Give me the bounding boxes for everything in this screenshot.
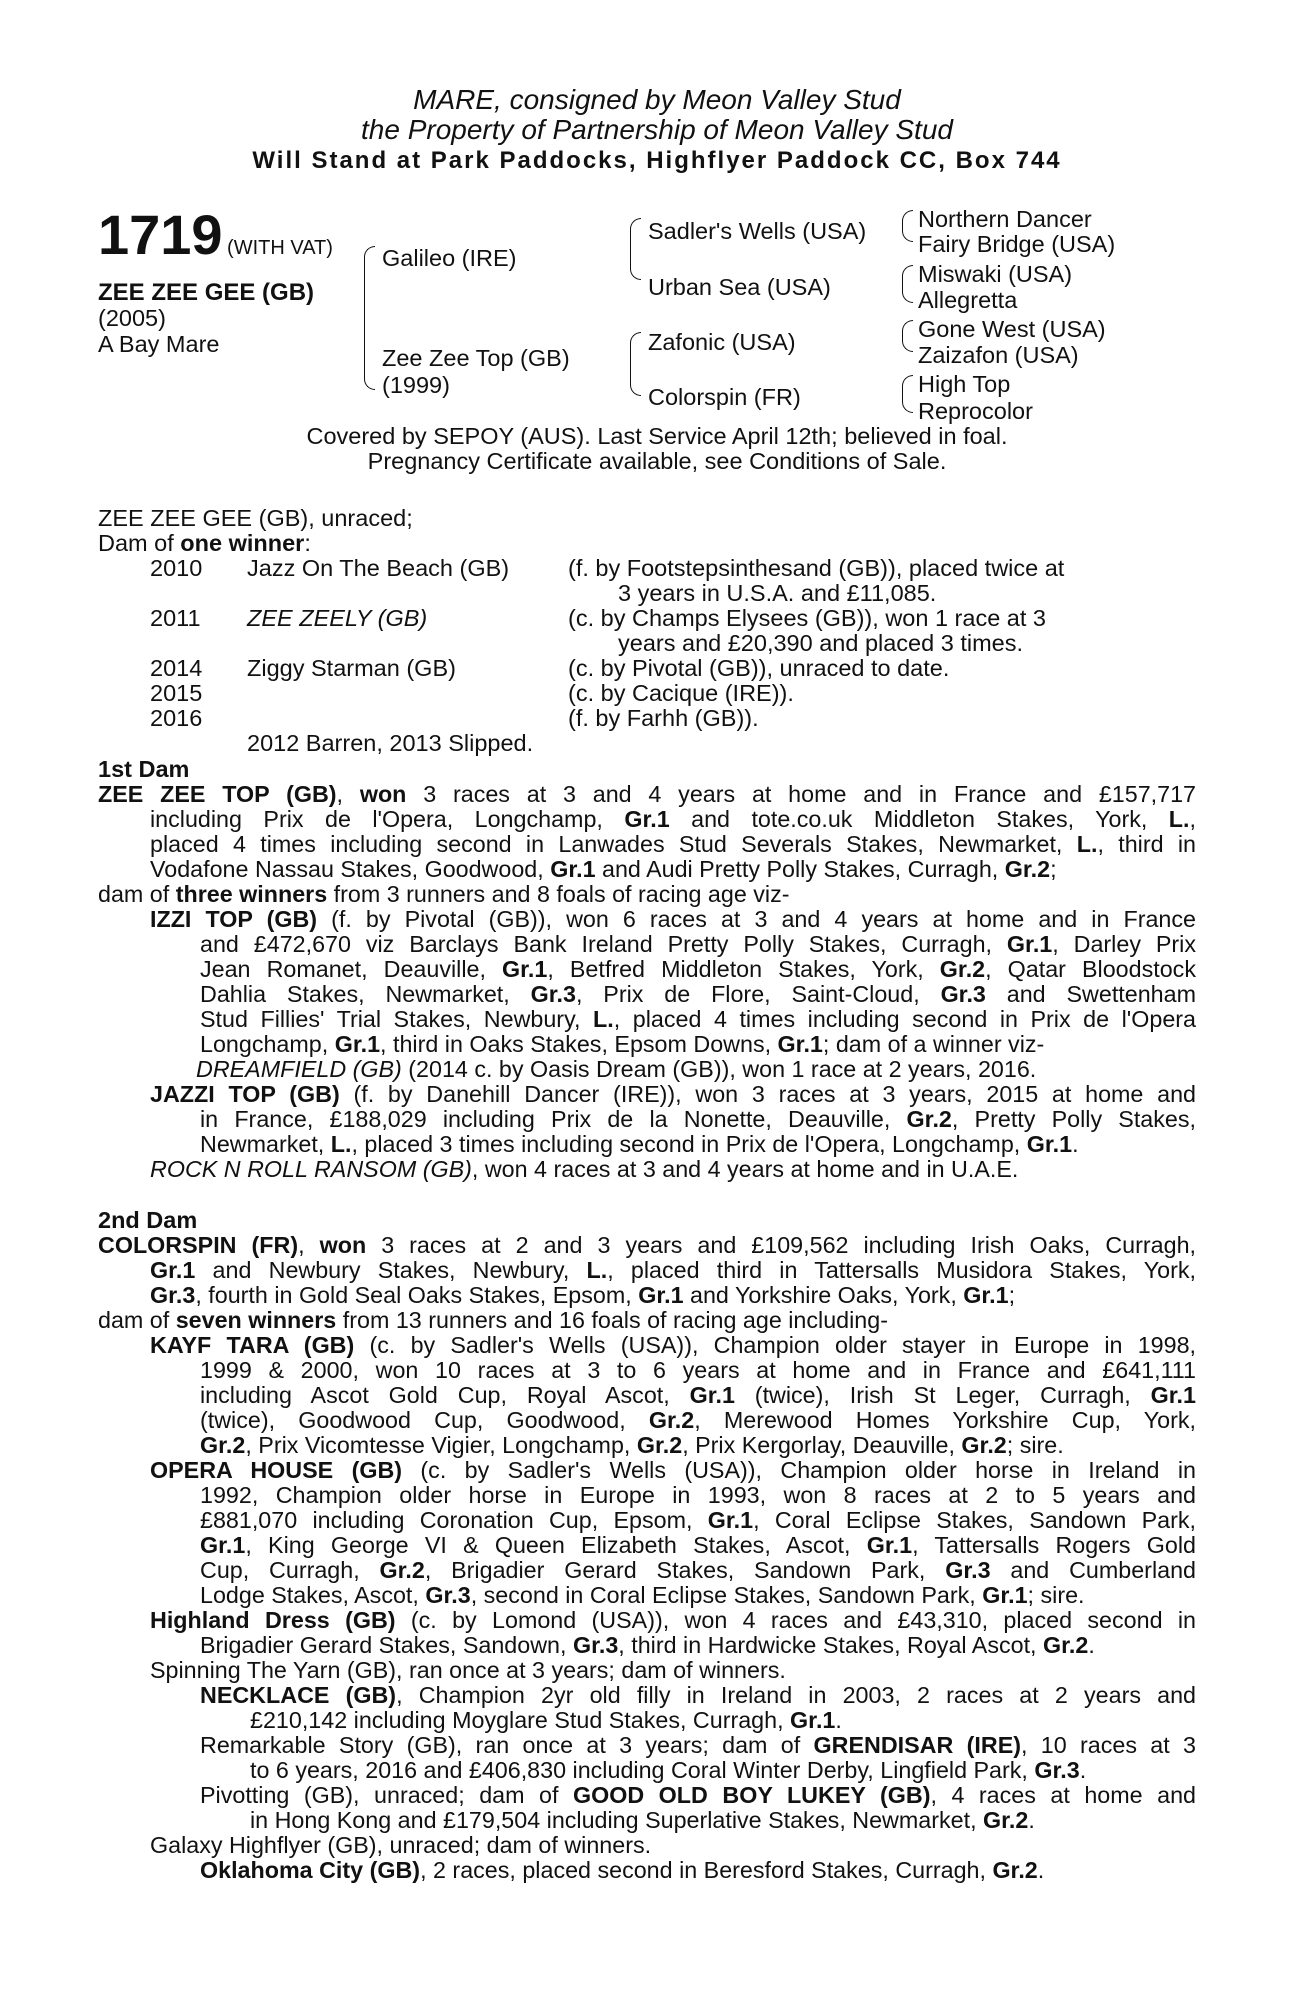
pedigree-dam-year: (1999) [382,372,450,398]
pedigree-ds: Zafonic (USA) [648,329,796,355]
pedigree-dss: Gone West (USA) [918,316,1106,342]
foal-entry: JAZZI TOP (GB) (f. by Danehill Dancer (IRE)), won 3 races at 3 years, 2015 at home and [150,1081,1197,1107]
produce-name: ZEE ZEELY (GB) [247,605,428,631]
pedigree-brace-ss [902,210,913,242]
pedigree-sds: Miswaki (USA) [918,261,1073,287]
foal-entry: Oklahoma City (GB), 2 races, placed second in Beresford Stakes, Curragh, Gr.2. [200,1857,1045,1883]
location-line: Will Stand at Park Paddocks, Highflyer Paddock CC, Box 744 [252,147,1062,174]
foal-entry-line: (twice), Goodwood Cup, Goodwood, Gr.2, Merewood Homes Yorkshire Cup, York, [200,1407,1196,1433]
foal-entry-line: in Hong Kong and £179,504 including Superlative Stakes, Newmarket, Gr.2. [250,1807,1035,1833]
foal-entry-line: to 6 years, 2016 and £406,830 including Coral Winter Derby, Lingfield Park, Gr.3. [250,1757,1087,1783]
second-dam-line: Gr.3, fourth in Gold Seal Oaks Stakes, Epsom, Gr.1 and Yorkshire Oaks, York, Gr.1; [150,1282,1016,1308]
produce-note: (c. by Cacique (IRE)). [568,680,794,706]
horse-description: A Bay Mare [98,331,220,357]
produce-year: 2014 [150,655,203,681]
foal-entry: ROCK N ROLL RANSOM (GB), won 4 races at 3 and 4 years at home and in U.A.E. [150,1156,1019,1182]
foal-entry: NECKLACE (GB), Champion 2yr old filly in Ireland in 2003, 2 races at 2 years and [200,1682,1196,1708]
pedigree-sd: Urban Sea (USA) [648,274,831,300]
foal-entry: Remarkable Story (GB), ran once at 3 years; dam of GRENDISAR (IRE), 10 races at 3 [200,1732,1196,1758]
produce-note: (f. by Farhh (GB)). [568,705,759,731]
foal-entry-line: Stud Fillies' Trial Stakes, Newbury, L., placed 4 times including second in Prix de l'Opera [200,1006,1196,1032]
barren-note: 2012 Barren, 2013 Slipped. [247,730,534,756]
produce-year: 2010 [150,555,203,581]
pedigree-sire: Galileo (IRE) [382,245,517,271]
produce-note-cont: 3 years in U.S.A. and £11,085. [618,580,937,606]
horse-year: (2005) [98,305,166,331]
pedigree-brace-dam [630,332,641,396]
foal-entry: Highland Dress (GB) (c. by Lomond (USA)), won 4 races and £43,310, placed second in [150,1607,1196,1633]
first-dam-heading: 1st Dam [98,756,190,782]
pedigree-brace-sd [902,265,913,303]
second-dam-heading: 2nd Dam [98,1207,198,1233]
foal-entry-line: Gr.2, Prix Vicomtesse Vigier, Longchamp, Gr.2, Prix Kergorlay, Deauville, Gr.2; sire. [200,1432,1064,1458]
produce-note: (c. by Pivotal (GB)), unraced to date. [568,655,950,681]
produce-note: (c. by Champs Elysees (GB)), won 1 race at 3 [568,605,1046,631]
foal-entry: IZZI TOP (GB) (f. by Pivotal (GB)), won 6 races at 3 and 4 years at home and in France [150,906,1196,932]
first-dam-line: including Prix de l'Opera, Longchamp, Gr.1 and tote.co.uk Middleton Stakes, York, L., [150,806,1196,832]
foal-entry-line: Dahlia Stakes, Newmarket, Gr.3, Prix de Flore, Saint-Cloud, Gr.3 and Swettenham [200,981,1197,1007]
foal-entry-line: in France, £188,029 including Prix de la Nonette, Deauville, Gr.2, Pretty Polly Stakes, [200,1106,1196,1132]
first-dam-line: placed 4 times including second in Lanwades Stud Severals Stakes, Newmarket, L., third in [150,831,1196,857]
dam-of-line: Dam of one winner: [98,530,311,556]
foal-entry-line: 1992, Champion older horse in Europe in 1993, won 8 races at 2 to 5 years and [200,1482,1196,1508]
lot-number: 1719 [98,203,223,266]
foal-entry-line: £881,070 including Coronation Cup, Epsom, Gr.1, Coral Eclipse Stakes, Sandown Park, [200,1507,1197,1533]
pedigree-brace-dd [902,375,913,413]
foal-entry-line: and £472,670 viz Barclays Bank Ireland Pretty Polly Stakes, Curragh, Gr.1, Darley Prix [200,931,1196,957]
foal-entry: Spinning The Yarn (GB), ran once at 3 years; dam of winners. [150,1657,786,1683]
pedigree-ddd: Reprocolor [918,398,1033,424]
second-dam-line: Gr.1 and Newbury Stakes, Newbury, L., placed third in Tattersalls Musidora Stakes, York, [150,1257,1196,1283]
foal-entry-line: 1999 & 2000, won 10 races at 3 to 6 years at home and in France and £641,111 [200,1357,1196,1383]
pedigree-dsd: Zaizafon (USA) [918,342,1079,368]
first-dam-line: dam of three winners from 3 runners and 8 foals of racing age viz- [98,881,790,907]
produce-name: Jazz On The Beach (GB) [247,555,510,581]
foal-entry-line: Cup, Curragh, Gr.2, Brigadier Gerard Stakes, Sandown Park, Gr.3 and Cumberland [200,1557,1196,1583]
foal-entry: Galaxy Highflyer (GB), unraced; dam of winners. [150,1832,652,1858]
property-line: the Property of Partnership of Meon Valley Stud [361,114,953,145]
produce-year: 2016 [150,705,203,731]
foal-entry: KAYF TARA (GB) (c. by Sadler's Wells (USA)), Champion older stayer in Europe in 1998, [150,1332,1197,1358]
foal-entry: Pivotting (GB), unraced; dam of GOOD OLD BOY LUKEY (GB), 4 races at home and [200,1782,1197,1808]
produce-name: Ziggy Starman (GB) [247,655,456,681]
pedigree-ssd: Fairy Bridge (USA) [918,231,1116,257]
foal-entry: DREAMFIELD (GB) (2014 c. by Oasis Dream (GB)), won 1 race at 2 years, 2016. [196,1056,1037,1082]
second-dam-line: COLORSPIN (FR), won 3 races at 2 and 3 years and £109,562 including Irish Oaks, Curragh, [98,1232,1197,1258]
consignor-line: MARE, consigned by Meon Valley Stud [413,84,901,115]
pedigree-brace-ds [902,320,913,352]
lot-vat: (WITH VAT) [227,237,333,259]
produce-note: (f. by Footstepsinthesand (GB)), placed twice at [568,555,1065,581]
produce-year: 2011 [150,605,201,631]
pedigree-sdd: Allegretta [918,287,1018,313]
pedigree-ss: Sadler's Wells (USA) [648,218,867,244]
covering-line: Covered by SEPOY (AUS). Last Service April 12th; believed in foal. [306,423,1008,449]
foal-entry-line: Longchamp, Gr.1, third in Oaks Stakes, Epsom Downs, Gr.1; dam of a winner viz- [200,1031,1045,1057]
pedigree-brace-gen1 [364,246,375,390]
pedigree-brace-sire [630,218,641,280]
pregnancy-line: Pregnancy Certificate available, see Conditions of Sale. [367,448,947,474]
foal-entry-line: including Ascot Gold Cup, Royal Ascot, Gr.1 (twice), Irish St Leger, Curragh, Gr.1 [200,1382,1196,1408]
foal-entry-line: Lodge Stakes, Ascot, Gr.3, second in Coral Eclipse Stakes, Sandown Park, Gr.1; sire. [200,1582,1085,1608]
pedigree-sss: Northern Dancer [918,206,1092,232]
foal-entry-line: Gr.1, King George VI & Queen Elizabeth Stakes, Ascot, Gr.1, Tattersalls Rogers Gold [200,1532,1196,1558]
foal-entry-line: Jean Romanet, Deauville, Gr.1, Betfred Middleton Stakes, York, Gr.2, Qatar Bloodstock [200,956,1196,982]
pedigree-dds: High Top [918,371,1011,397]
first-dam-line: Vodafone Nassau Stakes, Goodwood, Gr.1 and Audi Pretty Polly Stakes, Curragh, Gr.2; [150,856,1057,882]
pedigree-dd: Colorspin (FR) [648,384,801,410]
foal-entry-line: Brigadier Gerard Stakes, Sandown, Gr.3, third in Hardwicke Stakes, Royal Ascot, Gr.2. [200,1632,1095,1658]
second-dam-line: dam of seven winners from 13 runners and 16 foals of racing age including- [98,1307,888,1333]
pedigree-dam: Zee Zee Top (GB) [382,345,570,371]
foal-entry: OPERA HOUSE (GB) (c. by Sadler's Wells (USA)), Champion older horse in Ireland in [150,1457,1196,1483]
foal-entry-line: Newmarket, L., placed 3 times including second in Prix de l'Opera, Longchamp, Gr.1. [200,1131,1079,1157]
produce-year: 2015 [150,680,203,706]
lot-number-block [98,203,333,266]
foal-entry-line: £210,142 including Moyglare Stud Stakes, Curragh, Gr.1. [250,1707,842,1733]
produce-note-cont: years and £20,390 and placed 3 times. [618,630,1023,656]
horse-name: ZEE ZEE GEE (GB) [98,279,315,306]
first-dam-line: ZEE ZEE TOP (GB), won 3 races at 3 and 4 years at home and in France and £157,717 [98,781,1197,807]
mare-summary: ZEE ZEE GEE (GB), unraced; [98,505,413,531]
